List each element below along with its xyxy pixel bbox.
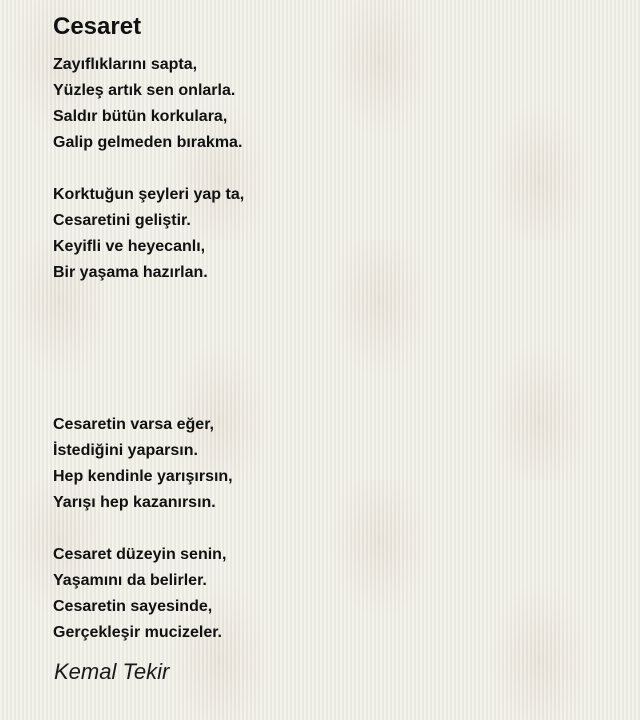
poem-line: Hep kendinle yarışırsın, bbox=[53, 468, 233, 485]
poem-line: Gerçekleşir mucizeler. bbox=[53, 624, 222, 641]
poem-line: Cesaretini geliştir. bbox=[53, 212, 191, 229]
poem-line: Cesaret düzeyin senin, bbox=[53, 546, 227, 563]
poem-line: Zayıflıklarını sapta, bbox=[53, 56, 198, 73]
poem-line: Cesaretin varsa eğer, bbox=[53, 416, 214, 433]
poem-line: Yaşamını da belirler. bbox=[53, 572, 207, 589]
poem-line: Saldır bütün korkulara, bbox=[53, 108, 228, 125]
poem-line: Cesaretin sayesinde, bbox=[53, 598, 213, 615]
poem-line: Yarışı hep kazanırsın. bbox=[53, 494, 216, 511]
poem-line: Korktuğun şeyleri yap ta, bbox=[53, 186, 245, 203]
stanza-2 bbox=[53, 182, 244, 286]
stanza-3 bbox=[53, 412, 233, 516]
poem-line: Bir yaşama hazırlan. bbox=[53, 264, 208, 281]
stanza-1 bbox=[53, 52, 242, 156]
poem-line: Yüzleş artık sen onlarla. bbox=[53, 82, 236, 99]
poem-author: Kemal Tekir bbox=[54, 659, 170, 684]
poem-title: Cesaret bbox=[53, 13, 142, 40]
poem-line: İstediğini yaparsın. bbox=[53, 442, 198, 459]
stanza-4 bbox=[53, 542, 226, 646]
poem-line: Galip gelmeden bırakma. bbox=[53, 134, 243, 151]
poem-line: Keyifli ve heyecanlı, bbox=[53, 238, 206, 255]
